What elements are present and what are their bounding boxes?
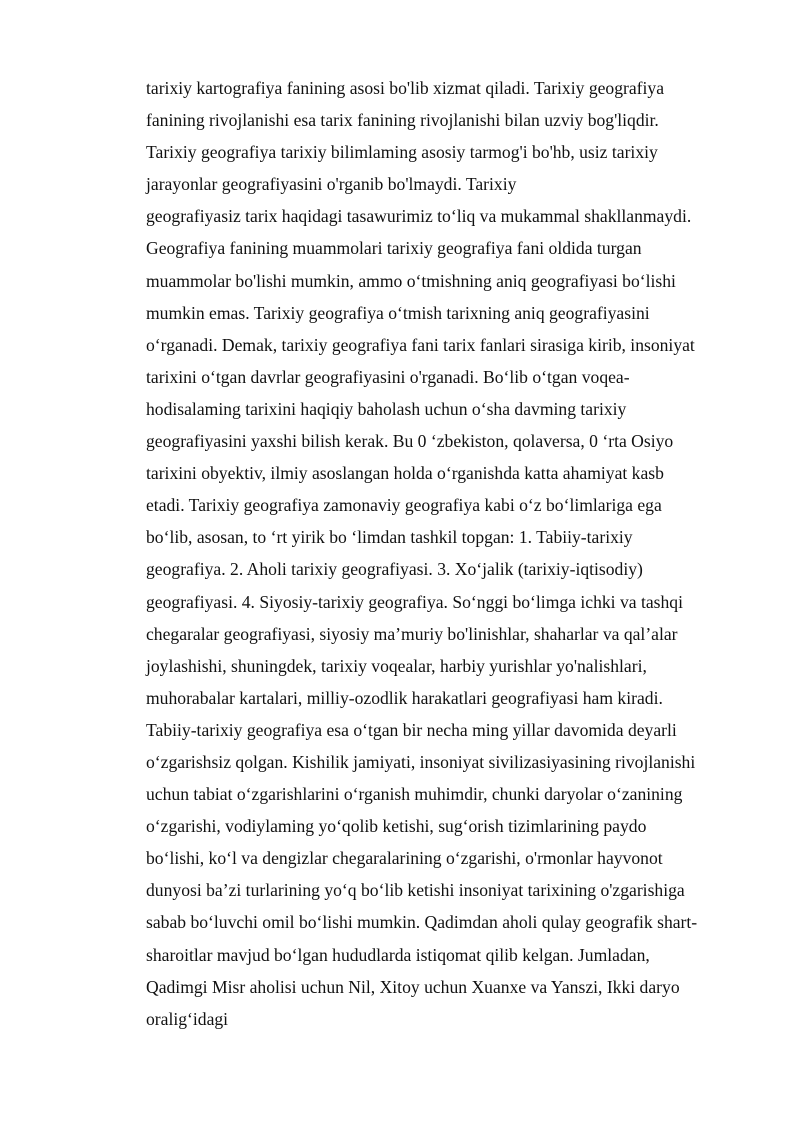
text-line-11: hodisalaming tarixini haqiqiy baholash uchun o‘sha davming tarixiy <box>146 398 627 419</box>
text-line-24: o‘zgarishi, vodiylaming yo‘qolib ketishi, sug‘orish tizimlarining paydo <box>146 816 647 837</box>
text-line-21: Tabiiy-tarixiy geografiya esa o‘tgan bir necha ming yillar davomida deyarli <box>146 719 677 740</box>
text-line-18: chegaralar geografiyasi, siyosiy ma’muriy bo'linishlar, shaharlar va qal’alar <box>146 623 678 644</box>
text-line-20: muhorabalar kartalari, milliy-ozodlik harakatlari geografiyasi ham kiradi. <box>146 687 663 708</box>
text-line-28: sharoitlar mavjud bo‘lgan hududlarda istiqomat qilib kelgan. Jumladan, <box>146 944 650 965</box>
text-line-10: tarixini o‘tgan davrlar geografiyasini o'rganadi. Bo‘lib o‘tgan voqea- <box>146 366 630 387</box>
text-line-17: geografiyasi. 4. Siyosiy-tarixiy geografiya. So‘nggi bo‘limga ichki va tashqi <box>146 591 683 612</box>
text-line-3: Tarixiy geografiya tarixiy bilimlaming asosiy tarmog'i bo'hb, usiz tarixiy <box>146 142 658 163</box>
text-line-13: tarixini obyektiv, ilmiy asoslangan holda o‘rganishda katta ahamiyat kasb <box>146 463 664 484</box>
text-line-7: muammolar bo'lishi mumkin, ammo o‘tmishning aniq geografiyasi bo‘lishi <box>146 270 676 291</box>
text-line-6: Geografiya fanining muammolari tarixiy geografiya fani oldida turgan <box>146 238 642 259</box>
text-line-2: fanining rivojlanishi esa tarix fanining rivojlanishi bilan uzviy bog'liqdir. <box>146 110 659 131</box>
text-line-27: sabab bo‘luvchi omil bo‘lishi mumkin. Qadimdan aholi qulay geografik shart- <box>146 912 698 933</box>
text-line-1: tarixiy kartografiya fanining asosi bo'lib xizmat qiladi. Tarixiy geografiya <box>146 78 665 98</box>
text-line-22: o‘zgarishsiz qolgan. Kishilik jamiyati, insoniyat sivilizasiyasining rivojlanishi <box>146 751 696 772</box>
text-line-19: joylashishi, shuningdek, tarixiy voqealar, harbiy yurishlar yo'nalishlari, <box>146 655 647 676</box>
text-line-9: o‘rganadi. Demak, tarixiy geografiya fani tarix fanlari sirasiga kirib, insoniyat <box>146 334 695 355</box>
text-line-15: bo‘lib, asosan, to ‘rt yirik bo ‘limdan tashkil topgan: 1. Tabiiy-tarixiy <box>146 527 633 548</box>
text-line-5: geografiyasiz tarix haqidagi tasawurimiz to‘liq va mukammal shakllanmaydi. <box>146 206 692 227</box>
text-line-12: geografiyasini yaxshi bilish kerak. Bu 0 ‘zbekiston, qolaversa, 0 ‘rta Osiyo <box>146 431 674 452</box>
text-line-25: bo‘lishi, ko‘l va dengizlar chegaralarining o‘zgarishi, o'rmonlar hayvonot <box>146 848 663 869</box>
text-line-30: oralig‘idagi <box>146 1008 229 1029</box>
text-line-4: jarayonlar geografiyasini o'rganib bo'lmaydi. Tarixiy <box>146 174 517 195</box>
text-line-16: geografiya. 2. Aholi tarixiy geografiyasi. 3. Xo‘jalik (tarixiy-iqtisodiy) <box>146 559 643 580</box>
text-line-23: uchun tabiat o‘zgarishlarini o‘rganish muhimdir, chunki daryolar o‘zanining <box>146 784 683 805</box>
text-line-29: Qadimgi Misr aholisi uchun Nil, Xitoy uchun Xuanxe va Yanszi, Ikki daryo <box>146 976 680 997</box>
body-text <box>146 72 746 1035</box>
text-line-26: dunyosi ba’zi turlarining yo‘q bo‘lib ketishi insoniyat tarixining o'zgarishiga <box>146 880 685 901</box>
text-line-8: mumkin emas. Tarixiy geografiya o‘tmish tarixning aniq geografiyasini <box>146 302 650 323</box>
text-line-14: etadi. Tarixiy geografiya zamonaviy geografiya kabi o‘z bo‘limlariga ega <box>146 495 662 516</box>
